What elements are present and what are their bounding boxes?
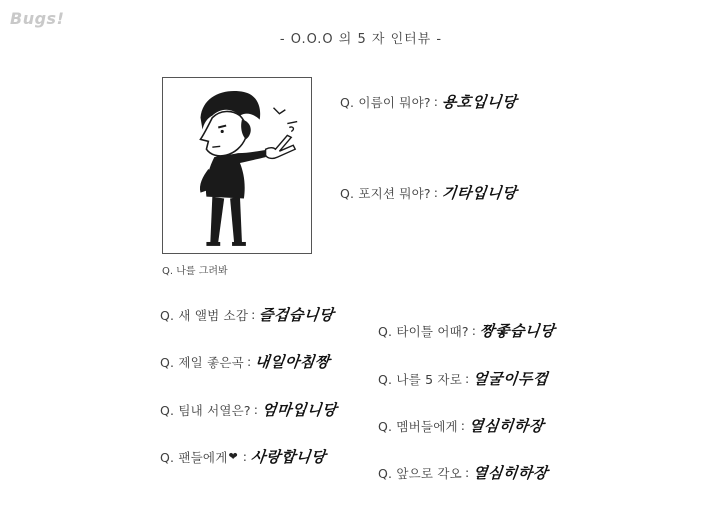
colon: : (465, 371, 470, 386)
page-title: - O.O.O 의 5 자 인터뷰 - (279, 32, 443, 47)
colon: : (460, 418, 465, 433)
answer-text: 열심히하장 (467, 417, 545, 435)
cartoon-figure-illustration (163, 78, 311, 253)
answer-text: 즐겁습니당 (258, 306, 336, 324)
colon: : (433, 185, 438, 200)
question-text: Q. 제일 좋은곡 (160, 354, 244, 370)
answer-text: 기타입니당 (441, 184, 518, 202)
answer-text: 내일아침짱 (254, 353, 332, 371)
answer-text: 열심히하장 (472, 464, 550, 482)
answer-text: 얼굴이두껍 (472, 370, 550, 388)
question-text: Q. 새 앨범 소감 (160, 307, 249, 323)
colon: : (471, 323, 476, 338)
question-text: Q. 나를 5 자로 (378, 371, 462, 387)
qa-item (378, 368, 548, 389)
qa-item (160, 446, 326, 467)
qa-item (340, 91, 517, 112)
colon: : (242, 449, 247, 464)
answer-text: 엄마입니당 (261, 401, 338, 419)
qa-item (378, 462, 548, 483)
colon: : (464, 465, 470, 480)
qa-item (378, 320, 555, 341)
question-text: Q. 이름이 뭐야? (340, 94, 431, 110)
drawing-caption: Q. 나를 그려봐 (162, 266, 228, 277)
colon: : (246, 354, 252, 369)
heart-icon: ❤ (228, 450, 238, 463)
question-text: Q. 타이틀 어때? (378, 323, 469, 339)
answer-text: 짱좋습니당 (479, 322, 556, 340)
colon: : (253, 402, 258, 417)
colon: : (251, 307, 256, 322)
qa-item (160, 304, 334, 325)
qa-item (160, 399, 337, 420)
qa-item (378, 415, 544, 436)
colon: : (433, 94, 438, 109)
answer-text: 용호입니당 (441, 93, 518, 111)
question-text: Q. 포지션 뭐야? (340, 185, 431, 201)
question-text: Q. 앞으로 각오 (378, 465, 462, 481)
qa-item (160, 351, 330, 372)
qa-item (340, 182, 517, 203)
question-text: Q. 멤버들에게 (378, 418, 458, 434)
answer-text: 사랑합니당 (249, 448, 327, 466)
question-text: Q. 팀내 서열은? (160, 402, 251, 418)
question-text: Q. 팬들에게 (160, 449, 228, 465)
self-portrait-drawing (162, 77, 312, 254)
bugs-logo: Bugs! (10, 9, 65, 28)
